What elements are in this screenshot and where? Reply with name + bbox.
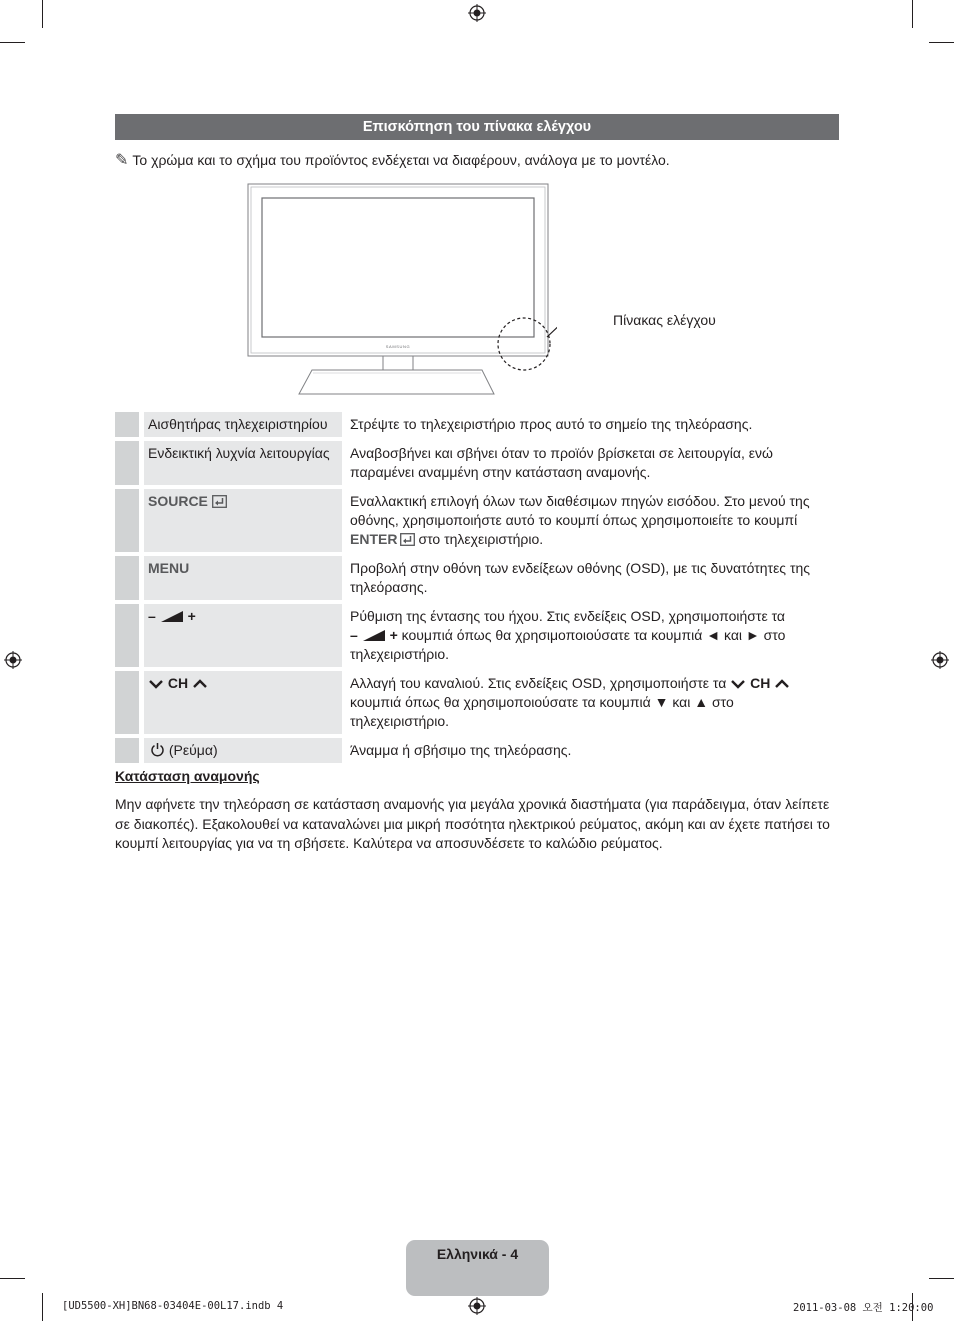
row-marker	[115, 441, 144, 485]
row-marker	[115, 489, 144, 552]
row-marker	[115, 604, 144, 667]
control-description	[342, 489, 839, 552]
table-row	[115, 671, 839, 734]
row-marker	[115, 738, 144, 763]
control-panel-label: Πίνακας ελέγχου	[613, 312, 716, 328]
control-description: Αναβοσβήνει και σβήνει όταν το προϊόν βρίσκεται σε λειτουργία, ενώ παραμένει αναμμένη στην κατάσταση αναμονής.	[350, 445, 773, 480]
volume-desc-part1: Ρύθμιση της έντασης του ήχου. Στις ενδείξεις OSD, χρησιμοποιήστε τα	[350, 608, 785, 624]
enter-icon	[212, 495, 227, 508]
power-label: (Ρεύμα)	[168, 742, 218, 758]
chevron-down-icon	[148, 678, 164, 690]
volume-plus-label: +	[389, 627, 398, 643]
volume-minus-label: –	[350, 627, 358, 643]
section-title: Επισκόπηση του πίνακα ελέγχου	[362, 119, 592, 135]
channel-label: CH	[167, 675, 189, 691]
tv-brand-logo: SAMSUNG	[385, 344, 411, 349]
control-name	[144, 671, 342, 734]
menu-key-label: MENU	[148, 560, 190, 576]
channel-desc-part1: Αλλαγή του καναλιού. Στις ενδείξεις OSD, χρησιμοποιήστε τα	[350, 675, 727, 691]
control-name	[144, 604, 342, 667]
row-marker	[115, 412, 144, 437]
crop-mark	[929, 42, 954, 43]
row-marker	[115, 671, 144, 734]
registration-mark-icon	[931, 651, 949, 669]
control-description	[342, 671, 839, 734]
control-name	[144, 489, 342, 552]
source-key-label: SOURCE	[148, 493, 208, 509]
tv-illustration	[247, 183, 557, 398]
table-row	[115, 412, 839, 437]
table-row	[115, 604, 839, 667]
control-name	[144, 556, 342, 600]
power-icon	[150, 742, 165, 757]
control-name	[144, 738, 342, 763]
volume-desc-part2: κουμπιά όπως θα χρησιμοποιούσατε τα κουμπιά ◄ και ► στο τηλεχειριστήριο.	[350, 627, 786, 662]
registration-mark-icon	[4, 651, 22, 669]
crop-mark	[0, 42, 25, 43]
crop-mark	[912, 0, 913, 28]
control-description: Στρέψτε το τηλεχειριστήριο προς αυτό το σημείο της τηλεόρασης.	[350, 416, 753, 432]
volume-icon	[362, 629, 386, 642]
section-header	[115, 114, 839, 140]
channel-desc-part2: κουμπιά όπως θα χρησιμοποιούσατε τα κουμπιά ▼ και ▲ στο τηλεχειριστήριο.	[350, 694, 734, 729]
chevron-down-icon	[730, 678, 746, 690]
footer-timestamp: 2011-03-08 오전 1:20:00	[793, 1302, 934, 1314]
crop-mark	[0, 1278, 25, 1279]
table-row	[115, 556, 839, 600]
control-name: Ενδεικτική λυχνία λειτουργίας	[144, 441, 342, 485]
standby-heading: Κατάσταση αναμονής	[115, 768, 260, 784]
registration-mark-icon	[468, 4, 486, 22]
crop-mark	[42, 0, 43, 28]
product-note	[115, 150, 670, 170]
control-description: Προβολή στην οθόνη των ενδείξεων οθόνης (OSD), με τις δυνατότητες της τηλεόρασης.	[350, 560, 811, 595]
chevron-up-icon	[192, 678, 208, 690]
row-marker	[115, 556, 144, 600]
table-row	[115, 441, 839, 485]
control-description: Άναμμα ή σβήσιμο της τηλεόρασης.	[350, 742, 572, 758]
source-desc-part2: στο τηλεχειριστήριο.	[418, 531, 544, 547]
table-row	[115, 489, 839, 552]
footer-file-info: [UD5500-XH]BN68-03404E-00L17.indb 4	[62, 1300, 284, 1312]
channel-label: CH	[750, 675, 771, 691]
registration-mark-icon	[468, 1297, 486, 1315]
volume-minus-label: –	[148, 608, 156, 624]
volume-plus-label: +	[187, 608, 196, 624]
enter-key-label: ENTER	[350, 531, 398, 547]
control-description	[342, 604, 839, 667]
control-panel-table	[115, 408, 839, 767]
note-text: Το χρώμα και το σχήμα του προϊόντος ενδέχεται να διαφέρουν, ανάλογα με το μοντέλο.	[132, 152, 670, 168]
chevron-up-icon	[774, 678, 790, 690]
standby-paragraph: Μην αφήνετε την τηλεόραση σε κατάσταση αναμονής για μεγάλα χρονικά διαστήματα (για παράδειγμα, όταν λείπετε σε διακοπές). Εξακολουθεί να καταναλώνει μια μικρή ποσότητα ηλεκτρικού ρεύματος, ακόμη και αν έχετε πατήσει το κουμπί λειτουργίας για να τη σβήσετε. Καλύτερα να αποσυνδέσετε το καλώδιο ρεύματος.	[115, 796, 830, 851]
enter-icon	[400, 533, 415, 546]
pencil-note-icon: ✎	[115, 152, 129, 169]
table-row	[115, 738, 839, 763]
crop-mark	[929, 1278, 954, 1279]
control-name: Αισθητήρας τηλεχειριστηρίου	[144, 412, 342, 437]
crop-mark	[42, 1293, 43, 1321]
volume-icon	[160, 610, 184, 623]
page-number-label: Ελληνικά - 4	[436, 1246, 519, 1262]
source-desc-part1: Εναλλακτική επιλογή όλων των διαθέσιμων πηγών εισόδου. Στο μενού της οθόνης, χρησιμοποιήστε αυτό το κουμπί όπως χρησιμοποιείτε το κουμπί	[350, 493, 810, 528]
